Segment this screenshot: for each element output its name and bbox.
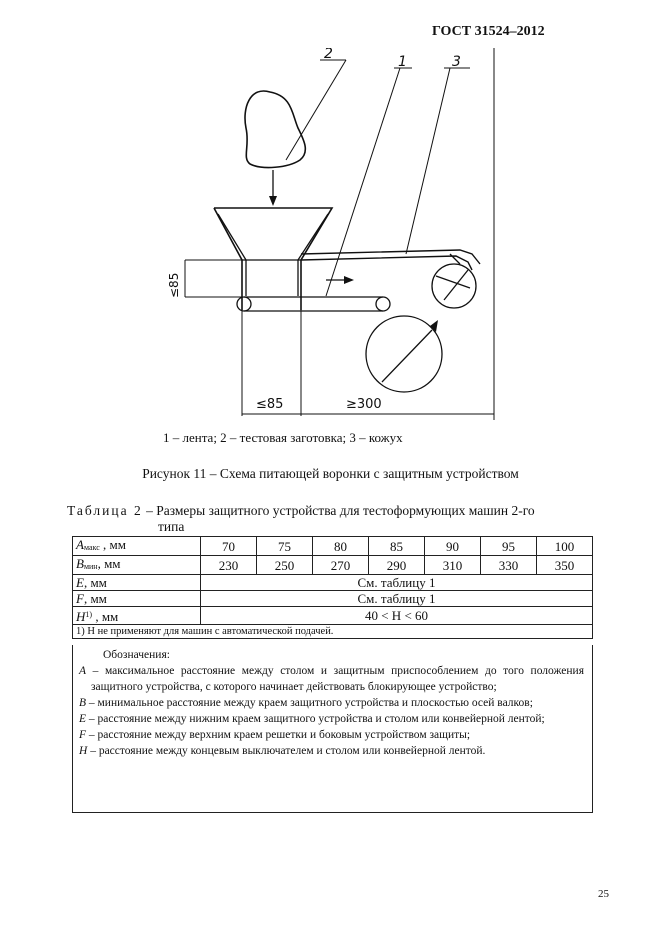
callout-3: 3 [452,54,461,70]
callout-2: 2 [324,48,333,62]
note-item: H – расстояние между концевым выключателем и столом или конвейерной лентой. [79,745,486,757]
notation-block [72,645,593,813]
cell: 80 [313,537,369,556]
row-header: E, мм [73,575,201,591]
lower-roller [366,316,442,392]
table-title-text: – Размеры защитного устройства для тестоформующих машин 2-го [142,503,535,518]
dough-piece [245,91,305,167]
dim-left: ≤85 [167,272,181,298]
cell: 75 [257,537,313,556]
conveyor-belt [237,297,390,311]
cell: 330 [481,556,537,575]
cell: 350 [537,556,593,575]
row-header: $A_{макс}$ , мм [73,537,201,556]
cell: 100 [537,537,593,556]
standard-header: ГОСТ 31524–2012 [432,24,545,39]
table-row [73,575,593,591]
note-item: F – расстояние между верхним краем решетки и боковым устройством защиты; [79,729,471,741]
cell: 40 < H < 60 [201,607,593,625]
cell: 270 [313,556,369,575]
table-footnote-row [73,625,593,639]
table-row [73,607,593,625]
cover [301,250,480,270]
notes-title: Обозначения: [103,649,170,661]
cell: 90 [425,537,481,556]
figure-legend: 1 – лента; 2 – тестовая заготовка; 3 – кожух [163,430,403,445]
cell: 85 [369,537,425,556]
row-header: $H^{1)}$ , мм [73,607,201,625]
cell: 310 [425,556,481,575]
page-number: 25 [598,888,609,900]
dim-bottom-left: ≤85 [256,397,284,412]
dimensions-table [72,536,593,639]
cell: 95 [481,537,537,556]
table-label: Таблица 2 [67,503,143,518]
table-footnote: 1) H не применяют для машин с автоматической подачей. [73,625,593,639]
feeding-funnel-figure [150,48,510,426]
table-title [67,503,535,519]
table-title-cont: типа [158,519,185,534]
table-row [73,556,593,575]
cell: 70 [201,537,257,556]
row-header: $B_{мин}$, мм [73,556,201,575]
cell: См. таблицу 1 [201,575,593,591]
cell: 230 [201,556,257,575]
table-row [73,537,593,556]
note-item: B – минимальное расстояние между краем защитного устройства и плоскостью осей валков; [79,697,533,709]
callout-1: 1 [398,54,407,70]
table-row [73,591,593,607]
cell: 250 [257,556,313,575]
dim-bottom-right: ≥300 [346,397,382,412]
row-header: F, мм [73,591,201,607]
note-item: E – расстояние между нижним краем защитного устройства и столом или конвейерной лентой; [79,713,545,725]
note-item: A – максимальное расстояние между столом и защитным приспособлением до того положения защитного устройства, с которого начинает действовать блокирующее устройство; [79,665,584,693]
cell: См. таблицу 1 [201,591,593,607]
upper-roller [432,264,476,308]
figure-caption: Рисунок 11 – Схема питающей воронки с защитным устройством [142,466,519,481]
cell: 290 [369,556,425,575]
